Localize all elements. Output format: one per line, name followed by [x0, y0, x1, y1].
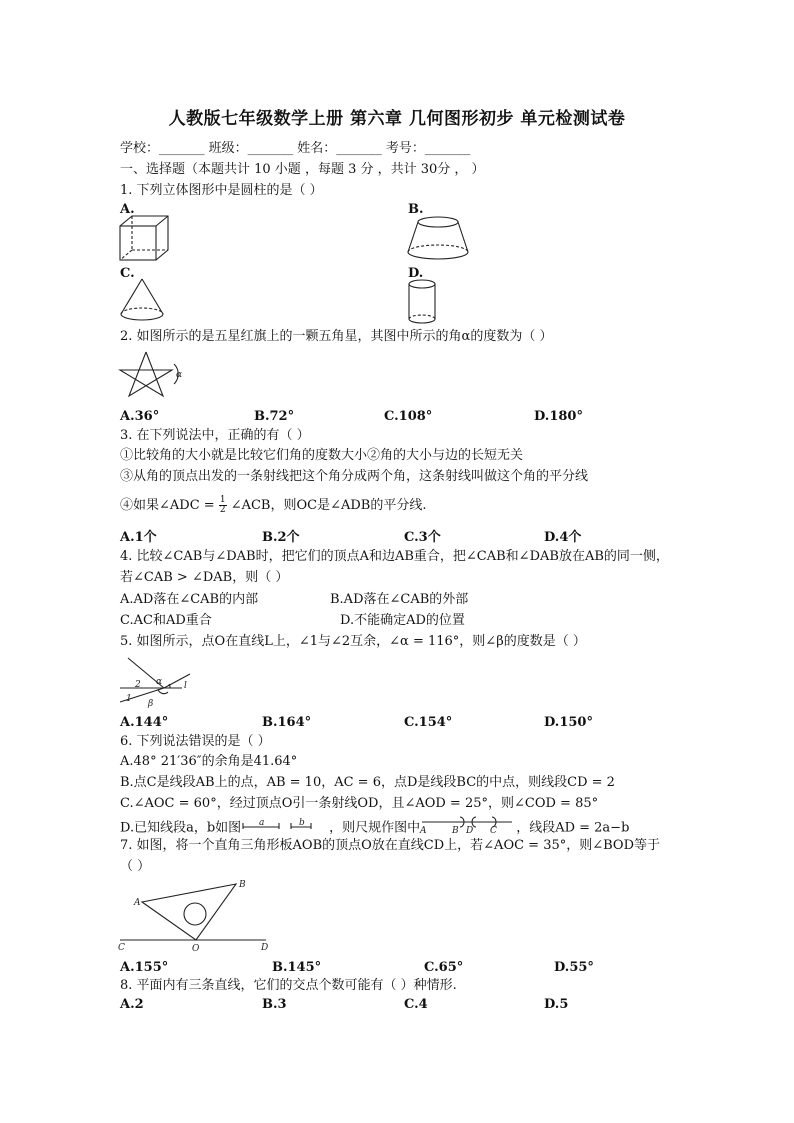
cone-figure — [118, 276, 168, 326]
q5-option-d: D.150° — [544, 715, 593, 730]
q2-option-b: B.72° — [254, 409, 295, 424]
frustum-figure — [404, 214, 472, 264]
point-c-label: C — [490, 826, 498, 836]
point-b-label: B — [452, 826, 459, 836]
q3-option-c: C.3个 — [404, 530, 441, 545]
q8-option-d: D.5 — [544, 997, 569, 1012]
q1-option-d: D. — [408, 266, 424, 281]
line-l-label: l — [184, 681, 187, 691]
q6-option-b: B.点C是线段AB上的点，AB = 10，AC = 6，点D是线段BC的中点，则线段CD = 2 — [120, 775, 615, 790]
q3-option-b: B.2个 — [262, 530, 300, 545]
question-6-stem: 6. 下列说法错误的是（ ） — [120, 734, 271, 749]
q6-option-a: A.48° 21′36″的余角是41.64° — [120, 754, 298, 769]
question-5-stem: 5. 如图所示，点O在直线L上，∠1与∠2互余，∠α = 116°，则∠β的度数是（ ） — [120, 634, 586, 649]
q6-option-d: D.已知线段a，b如图 a b ，则尺规作图中 A B D C ，线段AD = 2a−b — [120, 816, 629, 840]
question-4-stem-2: 若∠CAB > ∠DAB，则（ ） — [120, 570, 289, 585]
segments-a-b-figure — [241, 817, 329, 839]
q7-option-b: B.145° — [272, 960, 322, 975]
angle-figure-q5 — [118, 656, 202, 710]
q6-option-c: C.∠AOC = 60°，经过顶点O引一条射线OD，且∠AOD = 25°，则∠COD = 85° — [120, 796, 599, 811]
cube-figure — [118, 214, 174, 264]
star-figure — [118, 350, 184, 400]
question-3-stem: 3. 在下列说法中，正确的有（ ） — [120, 428, 310, 443]
angle-2-label: 2 — [135, 680, 141, 690]
segment-a-label: a — [259, 818, 265, 828]
q3-option-d: D.4个 — [544, 530, 582, 545]
q1-option-c: C. — [120, 266, 135, 281]
q3-option-a: A.1个 — [120, 530, 157, 545]
angle-beta-label: β — [148, 699, 154, 709]
alpha-label: α — [176, 370, 183, 380]
q8-option-a: A.2 — [120, 997, 144, 1012]
fraction-half: $\frac{1}{2}$ — [219, 495, 226, 515]
question-1-stem: 1. 下列立体图形中是圆柱的是（ ） — [120, 183, 323, 198]
q3-statement-1-2: ①比较角的大小就是比较它们角的度数大小②角的大小与边的长短无关 — [120, 448, 524, 463]
q4-option-b: B.AD落在∠CAB的外部 — [330, 592, 469, 607]
q2-option-c: C.108° — [384, 409, 433, 424]
angle-1-label: 1 — [126, 694, 132, 704]
point-c-label: C — [118, 943, 125, 953]
q3-statement-4: ④如果∠ADC = $\frac{1}{2}$ ∠ACB，则OC是∠ADB的平分线. — [120, 495, 427, 515]
point-d-label: D — [466, 826, 474, 836]
q4-option-d: D.不能确定AD的位置 — [340, 613, 465, 628]
q5-option-c: C.154° — [404, 715, 453, 730]
question-7-stem-1: 7. 如图，将一个直角三角形板AOB的顶点O放在直线CD上，若∠AOC = 35°，则∠BOD等于 — [120, 838, 661, 853]
question-4-stem-1: 4. 比较∠CAB与∠DAB时，把它们的顶点A和边AB重合，把∠CAB和∠DAB放在AB的同一侧， — [120, 549, 669, 564]
q2-option-d: D.180° — [534, 409, 583, 424]
q1-option-b: B. — [408, 202, 424, 217]
section-heading: 一、选择题（本题共计 10 小题 ，每题 3 分 ，共计 30分 ， ） — [120, 162, 485, 177]
point-a-label: A — [420, 826, 427, 836]
q7-option-c: C.65° — [424, 960, 464, 975]
q2-option-a: A.36° — [120, 409, 160, 424]
q1-option-a: A. — [120, 202, 135, 217]
q4-option-c: C.AC和AD重合 — [120, 613, 212, 628]
q5-option-b: B.164° — [262, 715, 312, 730]
q8-option-c: C.4 — [404, 997, 428, 1012]
q5-option-a: A.144° — [120, 715, 169, 730]
q4-option-a: A.AD落在∠CAB的内部 — [120, 592, 259, 607]
q7-option-a: A.155° — [120, 960, 169, 975]
segment-b-label: b — [299, 818, 305, 828]
question-2-stem: 2. 如图所示的是五星红旗上的一颗五角星，其图中所示的角α的度数为（ ） — [120, 329, 553, 344]
q7-option-d: D.55° — [554, 960, 594, 975]
point-d-label: D — [261, 943, 269, 953]
info-line: 学校：_______ 班级：_______ 姓名：_______ 考号：_______ — [120, 141, 471, 156]
vertex-o-label: O — [192, 944, 200, 954]
vertex-b-label: B — [239, 880, 246, 890]
question-7-stem-2: （ ） — [120, 859, 151, 874]
triangle-figure-q7 — [116, 878, 272, 954]
q8-option-b: B.3 — [262, 997, 287, 1012]
page-title: 人教版七年级数学上册 第六章 几何图形初步 单元检测试卷 — [168, 109, 626, 129]
q3-statement-3: ③从角的顶点出发的一条射线把这个角分成两个角，这条射线叫做这个角的平分线 — [120, 469, 589, 484]
vertex-a-label: A — [134, 898, 141, 908]
question-8-stem: 8. 平面内有三条直线，它们的交点个数可能有（ ）种情形. — [120, 978, 457, 993]
angle-alpha-label: α — [156, 677, 163, 687]
cylinder-figure — [406, 278, 440, 328]
